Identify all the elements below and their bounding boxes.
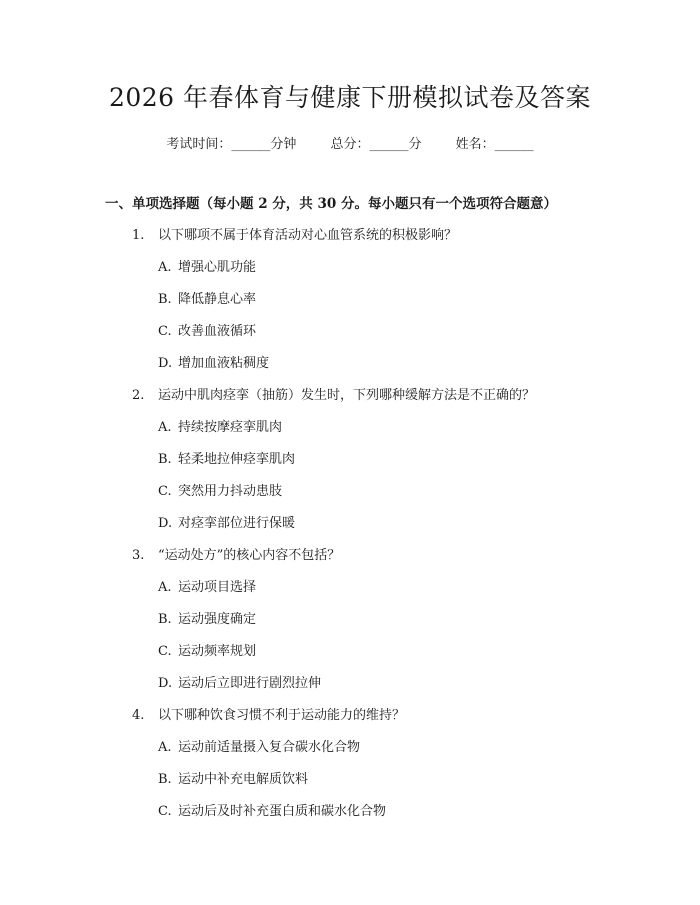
option-text: 增加血液粘稠度: [178, 356, 270, 371]
option-text: 轻柔地拉伸痉挛肌肉: [178, 452, 296, 467]
question-number: 2.: [132, 388, 145, 403]
option-1a: [158, 256, 256, 275]
question-text: 以下哪项不属于体育活动对心血管系统的积极影响？: [158, 228, 458, 243]
option-letter: A.: [158, 740, 172, 755]
option-3a: [158, 576, 256, 595]
option-3c: [158, 640, 256, 659]
name-field: 姓名：______: [455, 137, 534, 152]
option-letter: D.: [158, 516, 173, 531]
section-heading: 一、单项选择题（每小题 2 分，共 30 分。每小题只有一个选项符合题意）: [105, 196, 557, 212]
option-2b: [158, 448, 295, 467]
option-1d: [158, 352, 269, 371]
option-text: 降低静息心率: [178, 292, 257, 307]
page-title: 2026 年春体育与健康下册模拟试卷及答案: [108, 83, 592, 112]
option-1c: [158, 320, 256, 339]
question-2: [132, 384, 535, 403]
option-4c: [158, 800, 386, 819]
option-letter: B.: [158, 772, 172, 787]
option-3b: [158, 608, 256, 627]
option-letter: B.: [158, 452, 172, 467]
option-letter: D.: [158, 676, 173, 691]
option-letter: C.: [158, 324, 172, 339]
exam-meta: [0, 133, 700, 152]
option-text: 运动后立即进行剧烈拉伸: [178, 676, 322, 691]
question-number: 3.: [132, 548, 145, 563]
option-letter: A.: [158, 580, 172, 595]
option-letter: B.: [158, 292, 172, 307]
option-letter: A.: [158, 260, 172, 275]
question-number: 1.: [132, 228, 145, 243]
question-text: “运动处方”的核心内容不包括？: [158, 548, 341, 563]
option-letter: C.: [158, 484, 172, 499]
option-3d: [158, 672, 321, 691]
option-text: 运动中补充电解质饮料: [178, 772, 309, 787]
option-letter: C.: [158, 804, 172, 819]
option-2a: [158, 416, 282, 435]
option-text: 持续按摩痉挛肌肉: [178, 420, 283, 435]
option-letter: A.: [158, 420, 172, 435]
question-3: [132, 544, 340, 563]
option-letter: C.: [158, 644, 172, 659]
option-text: 运动后及时补充蛋白质和碳水化合物: [178, 804, 387, 819]
option-text: 突然用力抖动患肢: [178, 484, 283, 499]
option-text: 改善血液循环: [178, 324, 257, 339]
option-letter: D.: [158, 356, 173, 371]
option-text: 运动频率规划: [178, 644, 257, 659]
option-text: 增强心肌功能: [178, 260, 257, 275]
option-2c: [158, 480, 282, 499]
total-score-field: 总分：______分: [330, 137, 422, 152]
question-1: [132, 224, 457, 243]
option-4b: [158, 768, 308, 787]
option-text: 对痉挛部位进行保暖: [178, 516, 296, 531]
option-text: 运动项目选择: [178, 580, 257, 595]
option-2d: [158, 512, 295, 531]
option-text: 运动前适量摄入复合碳水化合物: [178, 740, 361, 755]
exam-time-field: 考试时间：______分钟: [166, 137, 297, 152]
option-text: 运动强度确定: [178, 612, 257, 627]
option-letter: B.: [158, 612, 172, 627]
question-text: 运动中肌肉痉挛（抽筋）发生时，下列哪种缓解方法是不正确的？: [158, 388, 536, 403]
question-number: 4.: [132, 708, 145, 723]
question-4: [132, 704, 405, 723]
option-1b: [158, 288, 256, 307]
question-text: 以下哪种饮食习惯不利于运动能力的维持？: [158, 708, 406, 723]
option-4a: [158, 736, 360, 755]
